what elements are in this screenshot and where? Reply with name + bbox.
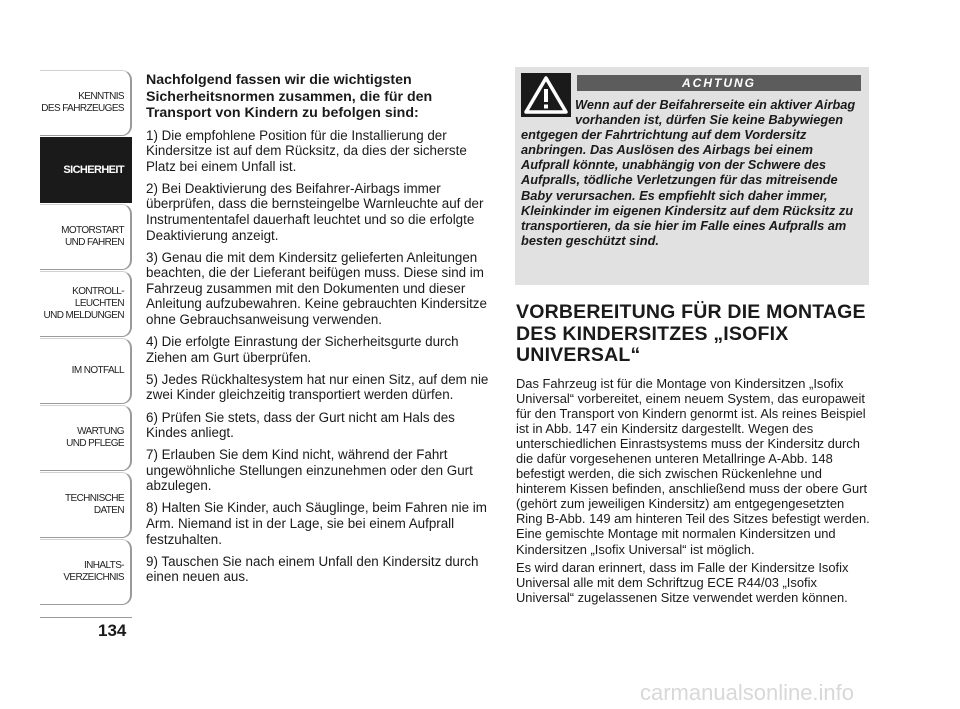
tab-sicherheit[interactable] xyxy=(40,137,132,203)
tab-kontrollleuchten-und-meldungen[interactable] xyxy=(40,271,132,337)
tab-label: MOTORSTART UND FAHREN xyxy=(61,225,124,248)
paragraph: Das Fahrzeug ist für die Montage von Kindersitzen „Isofix Universal“ vorbereitet, einem neuem System, das europaweit für den Transport von Kindern genormt ist. Als reines Beispiel ist in Abb. 147 ein Kindersitz dargestellt. Wegen des unterschiedlichen Einrastsystems muss der Kindersitz durch die dafür vorgesehenen unteren Metallringe A-Abb. 148 befestigt werden, die sich zwischen Rückenlehne und hinterem Kissen befinden, anschließend muss der obere Gurt (gehört zum jeweiligen Kindersitz) am entgegengesetzten Ring B-Abb. 149 am hinteren Teil des Sitzes befestigt werden. Eine gemischte Montage mit normalen Kindersitzen und Kindersitzen „Isofix Universal“ ist möglich. xyxy=(516,375,870,557)
tab-label: KENNTNIS DES FAHRZEUGES xyxy=(41,91,124,114)
list-item: 8) Halten Sie Kinder, auch Säuglinge, beim Fahren nie im Arm. Niemand ist in der Lage, sie bei einem Aufprall festzuhalten. xyxy=(146,500,487,547)
isofix-section xyxy=(516,302,872,608)
list-item: 5) Jedes Rückhaltesystem hat nur einen Sitz, auf dem nie zwei Kinder gleichzeitig transportiert werden dürfen. xyxy=(146,371,489,403)
tab-kenntnis-des-fahrzeuges[interactable] xyxy=(40,70,132,136)
list-item: 9) Tauschen Sie nach einem Unfall den Kindersitz durch einen neuen aus. xyxy=(146,553,479,585)
warning-box xyxy=(515,67,869,285)
paragraph: Es wird daran erinnert, dass im Falle der Kindersitze Isofix Universal alle mit dem Schriftzug ECE R44/03 „Isofix Universal“ zugelassenen Sitze verwendet werden können. xyxy=(516,559,849,605)
list-item: 4) Die erfolgte Einrastung der Sicherheitsgurte durch Ziehen am Gurt überprüfen. xyxy=(146,334,459,365)
warning-text: Wenn auf der Beifahrerseite ein aktiver Airbag vorhanden ist, dürfen Sie keine Babywiegen entgegen der Fahrtrichtung auf dem Vordersitz anbringen. Das Auslösen des Airbags bei einem Aufprall könnte, unabhängig von der Schwere des Aufpralls, tödliche Verletzungen für das mitreisende Baby verursachen. Es empfiehlt sich daher immer, Kleinkinder im eigenen Kindersitz auf dem Rücksitz zu transportieren, da sie hier im Falle eines Aufpralls am besten geschützt sind. xyxy=(521,97,856,248)
tab-im-notfall[interactable] xyxy=(40,338,132,404)
intro-text: Nachfolgend fassen wir die wichtigsten Sicherheitsnormen zusammen, die für den Transport von Kindern zu befolgen sind: xyxy=(146,72,433,121)
list-item: 3) Genau die mit dem Kindersitz gelieferten Anleitungen beachten, die der Lieferant beifügen muss. Diese sind im Fahrzeug zusammen mit den Dokumenten und dieser Anleitung aufzubewahren. Keine gebrauchten Kindersitze ohne Gebrauchsanweisung verwenden. xyxy=(146,249,487,328)
tab-wartung-und-pflege[interactable] xyxy=(40,405,132,471)
tab-label: INHALTS- VERZEICHNIS xyxy=(63,560,124,583)
tab-label: TECHNISCHE DATEN xyxy=(64,493,124,516)
warning-title: ACHTUNG xyxy=(577,75,861,91)
page-number: 134 xyxy=(98,621,127,640)
divider xyxy=(40,617,132,618)
watermark: carmanualsonline.info xyxy=(640,680,855,705)
list-item: 2) Bei Deaktivierung des Beifahrer-Airbags immer überprüfen, dass die bernsteingelbe Warnleuchte auf der Instrumententafel dauerhaft leuchtet und so die erfolgte Deaktivierung anzeigt. xyxy=(146,180,484,243)
tab-inhaltsverzeichnis[interactable] xyxy=(40,539,132,605)
tab-label: IM NOTFALL xyxy=(71,365,124,376)
section-sidebar xyxy=(40,70,132,606)
list-item: 1) Die empfohlene Position für die Installierung der Kindersitze ist auf dem Rücksitz, da dies der sicherste Platz bei einem Unfall ist. xyxy=(146,127,467,174)
list-item: 6) Prüfen Sie stets, dass der Gurt nicht am Hals des Kindes anliegt. xyxy=(146,409,455,441)
tab-label: WARTUNG UND PFLEGE xyxy=(66,426,124,449)
tab-label: KONTROLL- LEUCHTEN UND MELDUNGEN xyxy=(43,286,124,321)
tab-motorstart-und-fahren[interactable] xyxy=(40,204,132,270)
safety-rules-column xyxy=(146,72,494,591)
tab-label: SICHERHEIT xyxy=(63,164,124,176)
section-heading: VORBEREITUNG FÜR DIE MONTAGE DES KINDERSITZES „ISOFIX UNIVERSAL“ xyxy=(516,301,866,366)
tab-technische-daten[interactable] xyxy=(40,472,132,538)
list-item: 7) Erlauben Sie dem Kind nicht, während der Fahrt ungewöhnliche Stellungen einzunehmen oder den Gurt abzulegen. xyxy=(146,447,473,494)
